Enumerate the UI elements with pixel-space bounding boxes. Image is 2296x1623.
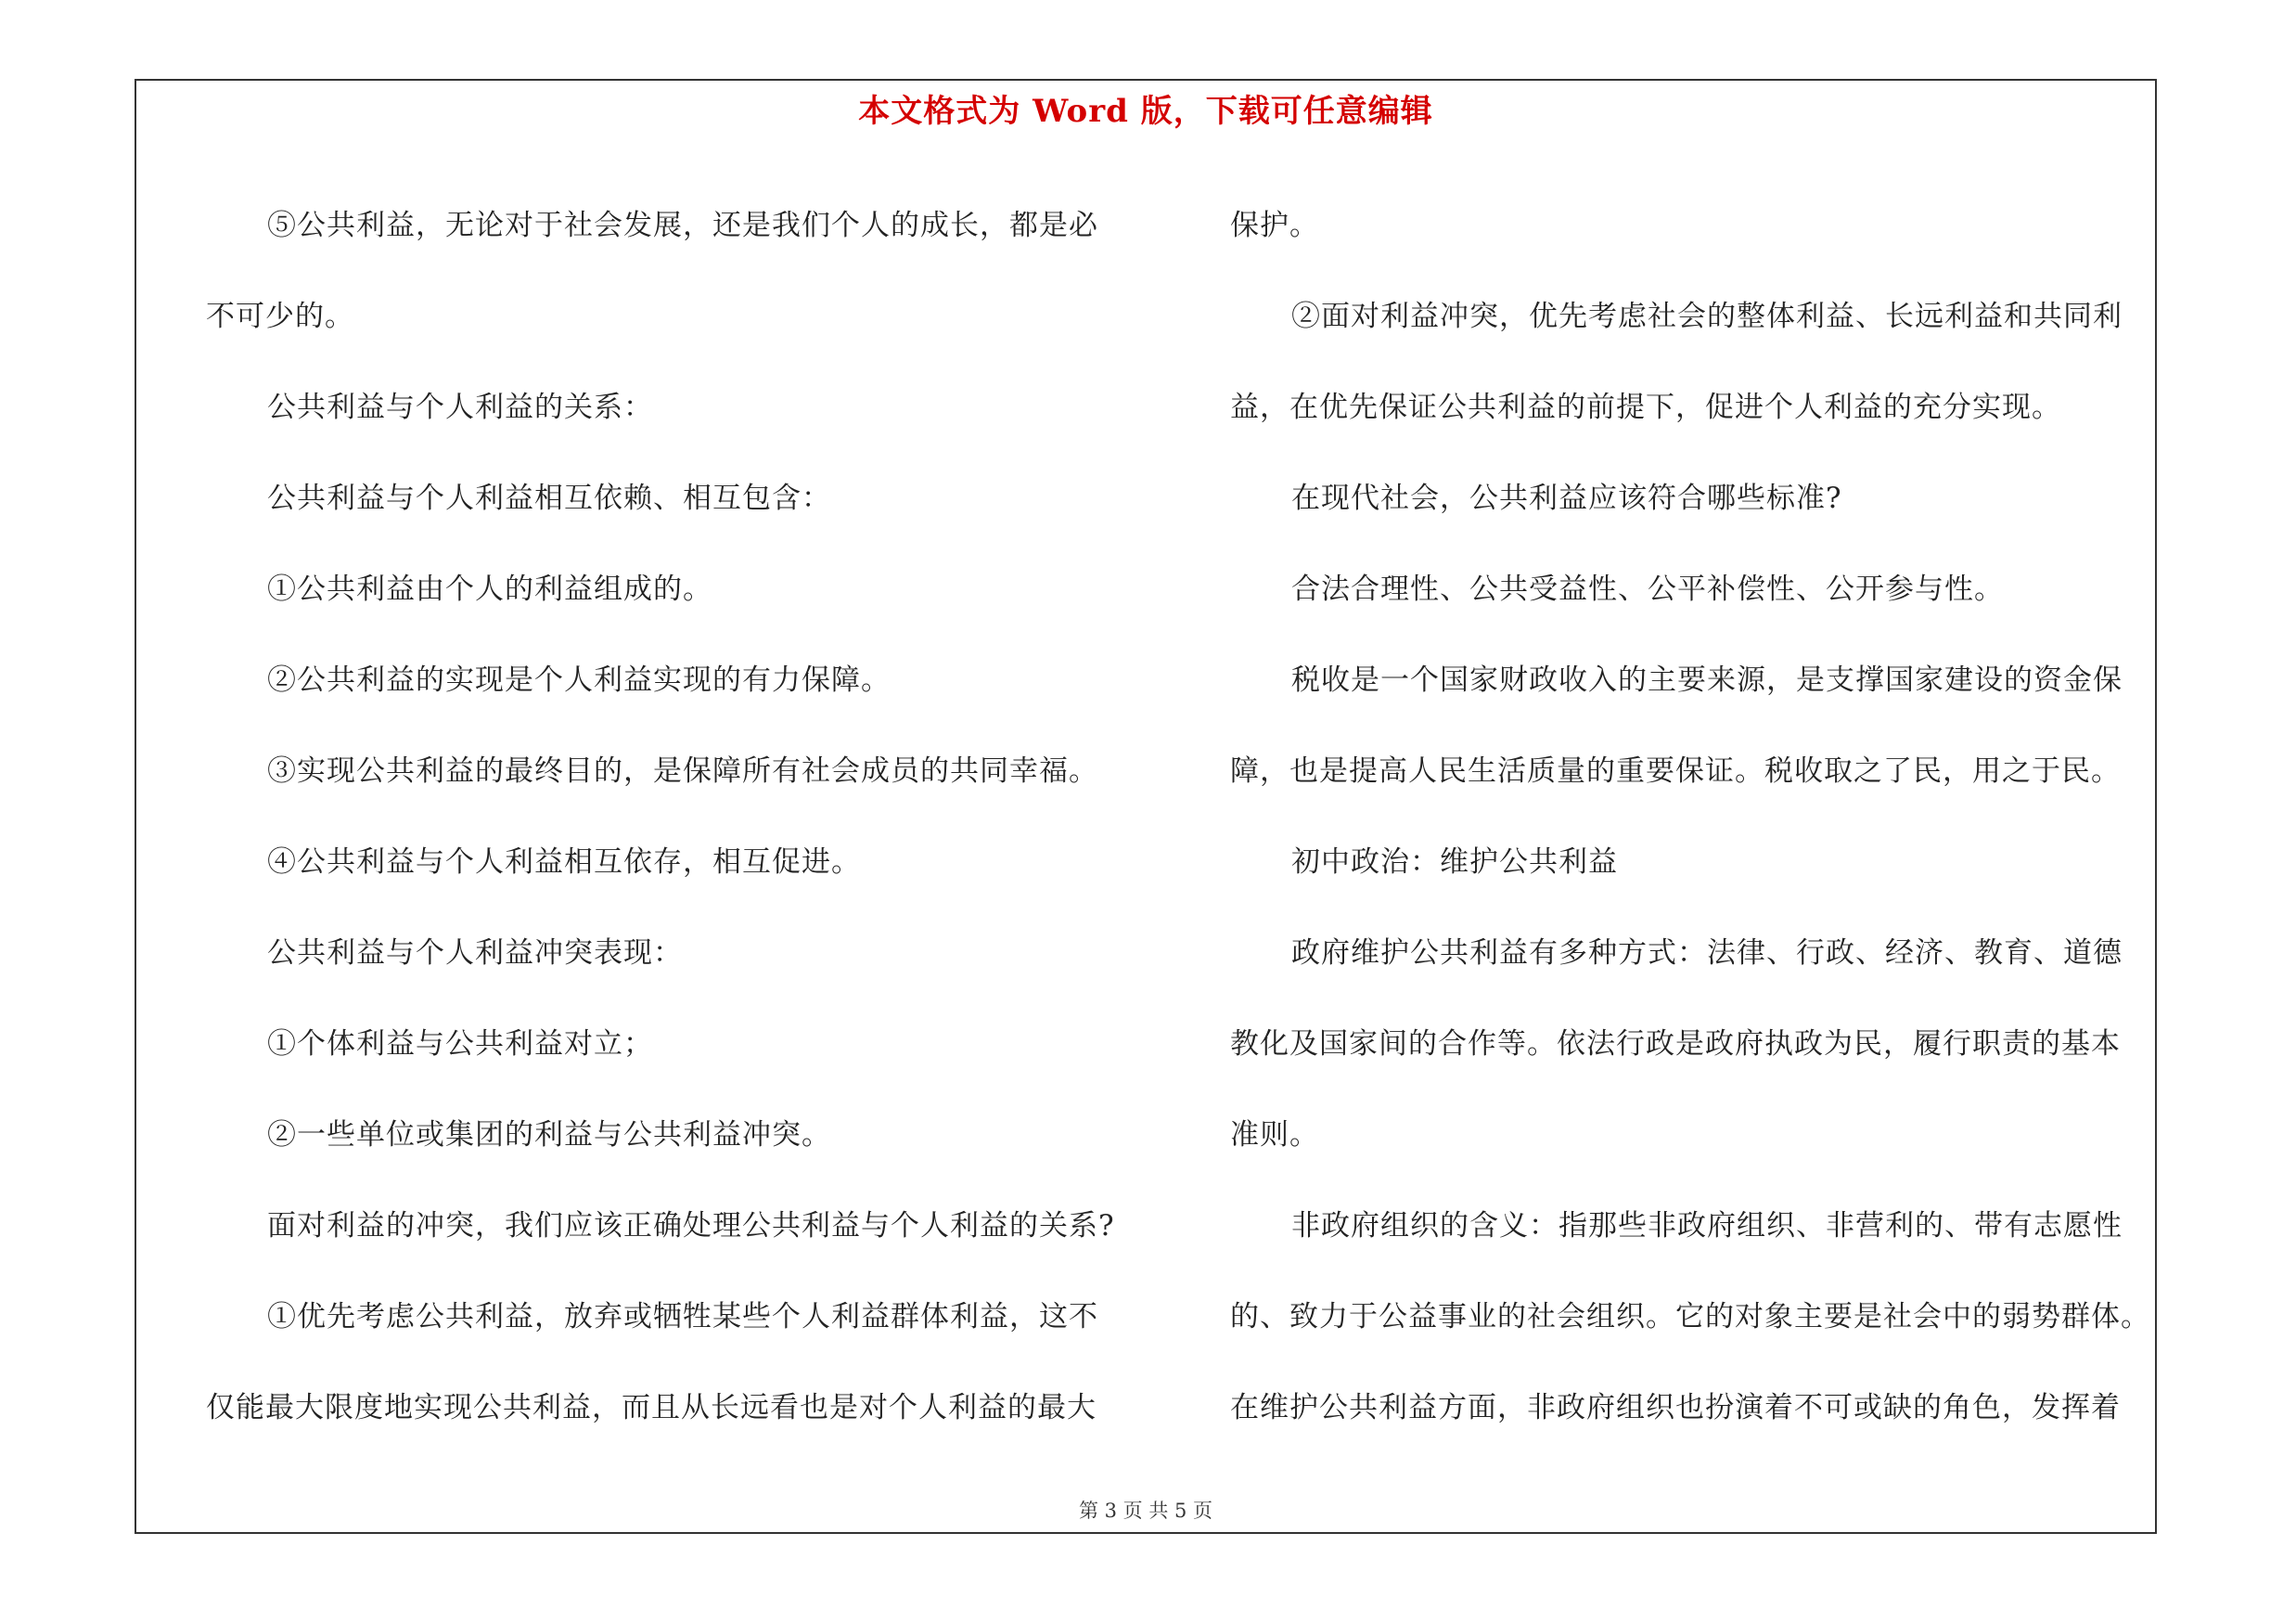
paragraph-line: ①公共利益由个人的利益组成的。	[267, 573, 712, 606]
paragraph-line: 障，也是提高人民生活质量的重要保证。税收取之了民，用之于民。	[1230, 754, 2121, 788]
header-notice: 本文格式为 Word 版，下载可任意编辑	[858, 93, 1433, 130]
paragraph-line: ②一些单位或集团的利益与公共利益冲突。	[267, 1118, 831, 1152]
paragraph-line: 益，在优先保证公共利益的前提下，促进个人利益的充分实现。	[1230, 391, 2061, 424]
paragraph-line: 的、致力于公益事业的社会组织。它的对象主要是社会中的弱势群体。	[1230, 1300, 2150, 1333]
paragraph-line: ②公共利益的实现是个人利益实现的有力保障。	[267, 663, 891, 697]
paragraph-line: ②面对利益冲突，优先考虑社会的整体利益、长远利益和共同利	[1291, 300, 2123, 333]
paragraph-line: 不可少的。	[206, 300, 354, 333]
paragraph-line: 合法合理性、公共受益性、公平补偿性、公开参与性。	[1291, 573, 2004, 606]
paragraph-line: 公共利益与个人利益的关系：	[267, 391, 653, 424]
paragraph-line: ①优先考虑公共利益，放弃或牺牲某些个人利益群体利益，这不	[267, 1300, 1098, 1333]
right-column	[1230, 209, 2160, 1485]
left-column	[206, 209, 1134, 1485]
paragraph-line: 在现代社会，公共利益应该符合哪些标准?	[1291, 482, 1842, 515]
paragraph-line: ④公共利益与个人利益相互依存，相互促进。	[267, 845, 861, 879]
paragraph-line: 政府维护公共利益有多种方式：法律、行政、经济、教育、道德	[1291, 936, 2123, 970]
paragraph-line: 准则。	[1230, 1118, 1319, 1152]
paragraph-line: ③实现公共利益的最终目的，是保障所有社会成员的共同幸福。	[267, 754, 1098, 788]
paragraph-line: ⑤公共利益，无论对于社会发展，还是我们个人的成长，都是必	[267, 209, 1098, 242]
page-number: 第 3 页 共 5 页	[1078, 1500, 1213, 1522]
paragraph-line: 面对利益的冲突，我们应该正确处理公共利益与个人利益的关系?	[267, 1209, 1115, 1243]
paragraph-line: 税收是一个国家财政收入的主要来源，是支撑国家建设的资金保	[1291, 663, 2123, 697]
paragraph-line: 在维护公共利益方面，非政府组织也扮演着不可或缺的角色，发挥着	[1230, 1391, 2121, 1424]
paragraph-line: 仅能最大限度地实现公共利益，而且从长远看也是对个人利益的最大	[206, 1391, 1097, 1424]
paragraph-line: 公共利益与个人利益冲突表现：	[267, 936, 683, 970]
paragraph-line: 教化及国家间的合作等。依法行政是政府执政为民，履行职责的基本	[1230, 1027, 2121, 1061]
paragraph-line: ①个体利益与公共利益对立；	[267, 1027, 653, 1061]
paragraph-line: 初中政治：维护公共利益	[1291, 845, 1618, 879]
paragraph-line: 非政府组织的含义：指那些非政府组织、非营利的、带有志愿性	[1291, 1209, 2123, 1243]
paragraph-line: 公共利益与个人利益相互依赖、相互包含：	[267, 482, 831, 515]
paragraph-line: 保护。	[1230, 209, 1319, 242]
